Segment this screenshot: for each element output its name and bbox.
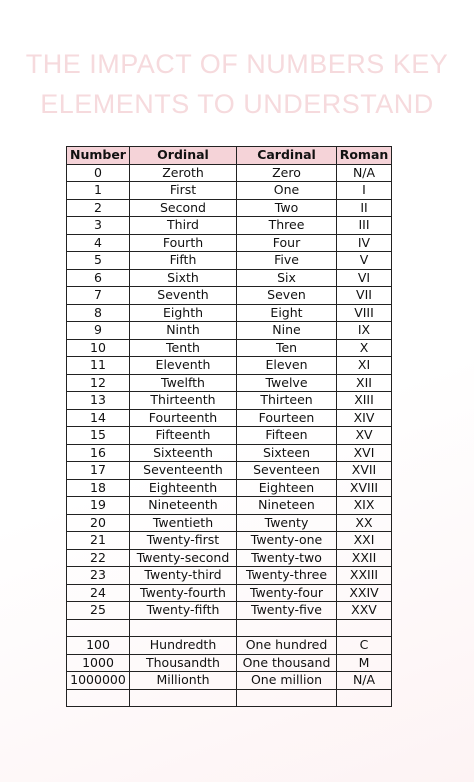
- table-row: [67, 689, 392, 707]
- table-row: [67, 549, 392, 567]
- cell-cardinal: One hundred: [237, 637, 337, 655]
- cell-ordinal: Eighteenth: [130, 479, 237, 497]
- cell-roman: XXIII: [337, 567, 392, 585]
- header-roman: Roman: [337, 147, 392, 165]
- cell-number: 1: [67, 182, 130, 200]
- cell-cardinal: Eight: [237, 304, 337, 322]
- cell-ordinal: Twenty-first: [130, 532, 237, 550]
- cell-roman: VII: [337, 287, 392, 305]
- cell-number: 17: [67, 462, 130, 480]
- table-row: [67, 287, 392, 305]
- title-line-2: ELEMENTS TO UNDERSTAND: [40, 89, 434, 119]
- cell-number: 3: [67, 217, 130, 235]
- cell-ordinal: Twentieth: [130, 514, 237, 532]
- cell-roman: XV: [337, 427, 392, 445]
- cell-cardinal: Fifteen: [237, 427, 337, 445]
- cell-number: 18: [67, 479, 130, 497]
- cell-roman: XII: [337, 374, 392, 392]
- table-row: [67, 584, 392, 602]
- table-row: [67, 497, 392, 515]
- cell-number: [67, 689, 130, 707]
- cell-number: 25: [67, 602, 130, 620]
- header-ordinal: Ordinal: [130, 147, 237, 165]
- cell-number: 16: [67, 444, 130, 462]
- cell-number: [67, 619, 130, 637]
- cell-number: 14: [67, 409, 130, 427]
- cell-ordinal: Sixth: [130, 269, 237, 287]
- cell-ordinal: Twenty-fifth: [130, 602, 237, 620]
- cell-cardinal: Eighteen: [237, 479, 337, 497]
- cell-ordinal: Twelfth: [130, 374, 237, 392]
- cell-roman: N/A: [337, 672, 392, 690]
- table-row: [67, 357, 392, 375]
- table-row: [67, 182, 392, 200]
- cell-number: 7: [67, 287, 130, 305]
- cell-number: 24: [67, 584, 130, 602]
- cell-roman: XIV: [337, 409, 392, 427]
- table-header-row: [67, 147, 392, 165]
- table-row: [67, 654, 392, 672]
- cell-number: 11: [67, 357, 130, 375]
- table-row: [67, 304, 392, 322]
- cell-roman: VI: [337, 269, 392, 287]
- cell-roman: I: [337, 182, 392, 200]
- cell-number: 12: [67, 374, 130, 392]
- cell-roman: [337, 689, 392, 707]
- table-row: [67, 374, 392, 392]
- table-row: [67, 217, 392, 235]
- cell-number: 9: [67, 322, 130, 340]
- cell-cardinal: Seven: [237, 287, 337, 305]
- cell-number: 1000000: [67, 672, 130, 690]
- cell-number: 5: [67, 252, 130, 270]
- cell-cardinal: One: [237, 182, 337, 200]
- cell-roman: XIII: [337, 392, 392, 410]
- table-row: [67, 269, 392, 287]
- cell-cardinal: Twenty-five: [237, 602, 337, 620]
- cell-number: 19: [67, 497, 130, 515]
- cell-ordinal: [130, 619, 237, 637]
- cell-cardinal: Twenty-four: [237, 584, 337, 602]
- header-cardinal: Cardinal: [237, 147, 337, 165]
- table-row: [67, 339, 392, 357]
- cell-roman: [337, 619, 392, 637]
- cell-cardinal: One thousand: [237, 654, 337, 672]
- cell-number: 1000: [67, 654, 130, 672]
- cell-ordinal: Fourteenth: [130, 409, 237, 427]
- cell-ordinal: Fourth: [130, 234, 237, 252]
- cell-roman: III: [337, 217, 392, 235]
- cell-cardinal: [237, 619, 337, 637]
- table-row: [67, 514, 392, 532]
- table-row: [67, 427, 392, 445]
- cell-number: 4: [67, 234, 130, 252]
- table-row: [67, 409, 392, 427]
- cell-roman: IX: [337, 322, 392, 340]
- cell-number: 21: [67, 532, 130, 550]
- cell-cardinal: [237, 689, 337, 707]
- cell-ordinal: Thirteenth: [130, 392, 237, 410]
- cell-ordinal: Zeroth: [130, 164, 237, 182]
- cell-cardinal: Seventeen: [237, 462, 337, 480]
- table-body: [67, 164, 392, 707]
- table-row: [67, 252, 392, 270]
- cell-cardinal: Ten: [237, 339, 337, 357]
- header-number: Number: [67, 147, 130, 165]
- cell-ordinal: Hundredth: [130, 637, 237, 655]
- cell-ordinal: [130, 689, 237, 707]
- cell-ordinal: Twenty-fourth: [130, 584, 237, 602]
- cell-number: 15: [67, 427, 130, 445]
- cell-cardinal: Sixteen: [237, 444, 337, 462]
- cell-roman: IV: [337, 234, 392, 252]
- cell-cardinal: Twenty-two: [237, 549, 337, 567]
- cell-cardinal: Twenty-three: [237, 567, 337, 585]
- cell-number: 13: [67, 392, 130, 410]
- table-row: [67, 567, 392, 585]
- cell-ordinal: Ninth: [130, 322, 237, 340]
- cell-cardinal: Twenty: [237, 514, 337, 532]
- cell-ordinal: Sixteenth: [130, 444, 237, 462]
- table-row: [67, 672, 392, 690]
- cell-ordinal: Nineteenth: [130, 497, 237, 515]
- cell-ordinal: Tenth: [130, 339, 237, 357]
- cell-roman: C: [337, 637, 392, 655]
- cell-cardinal: Six: [237, 269, 337, 287]
- cell-roman: XXIV: [337, 584, 392, 602]
- table-row: [67, 637, 392, 655]
- cell-ordinal: Millionth: [130, 672, 237, 690]
- cell-cardinal: Two: [237, 199, 337, 217]
- title-line-1: THE IMPACT OF NUMBERS KEY: [25, 49, 449, 79]
- cell-number: 23: [67, 567, 130, 585]
- cell-ordinal: First: [130, 182, 237, 200]
- cell-roman: XVI: [337, 444, 392, 462]
- cell-roman: XXII: [337, 549, 392, 567]
- cell-roman: M: [337, 654, 392, 672]
- table-row: [67, 602, 392, 620]
- cell-roman: XVIII: [337, 479, 392, 497]
- table-row: [67, 444, 392, 462]
- table-row: [67, 462, 392, 480]
- cell-number: 8: [67, 304, 130, 322]
- cell-cardinal: Fourteen: [237, 409, 337, 427]
- cell-roman: N/A: [337, 164, 392, 182]
- page-title: [0, 44, 474, 124]
- cell-ordinal: Seventh: [130, 287, 237, 305]
- cell-roman: XX: [337, 514, 392, 532]
- cell-number: 100: [67, 637, 130, 655]
- cell-roman: II: [337, 199, 392, 217]
- cell-ordinal: Twenty-third: [130, 567, 237, 585]
- cell-ordinal: Seventeenth: [130, 462, 237, 480]
- cell-roman: XXV: [337, 602, 392, 620]
- numbers-table: [66, 146, 392, 707]
- cell-roman: XXI: [337, 532, 392, 550]
- cell-ordinal: Fifteenth: [130, 427, 237, 445]
- cell-number: 6: [67, 269, 130, 287]
- table-row: [67, 479, 392, 497]
- cell-ordinal: Thousandth: [130, 654, 237, 672]
- cell-number: 20: [67, 514, 130, 532]
- table-row: [67, 392, 392, 410]
- cell-cardinal: Twenty-one: [237, 532, 337, 550]
- cell-cardinal: Eleven: [237, 357, 337, 375]
- table-row: [67, 234, 392, 252]
- cell-cardinal: Nineteen: [237, 497, 337, 515]
- cell-cardinal: Zero: [237, 164, 337, 182]
- cell-roman: V: [337, 252, 392, 270]
- cell-ordinal: Third: [130, 217, 237, 235]
- cell-cardinal: Three: [237, 217, 337, 235]
- cell-number: 2: [67, 199, 130, 217]
- cell-number: 10: [67, 339, 130, 357]
- cell-ordinal: Fifth: [130, 252, 237, 270]
- table-row: [67, 619, 392, 637]
- cell-cardinal: Four: [237, 234, 337, 252]
- cell-cardinal: One million: [237, 672, 337, 690]
- cell-cardinal: Thirteen: [237, 392, 337, 410]
- cell-cardinal: Twelve: [237, 374, 337, 392]
- cell-number: 0: [67, 164, 130, 182]
- cell-roman: X: [337, 339, 392, 357]
- cell-roman: XIX: [337, 497, 392, 515]
- cell-roman: XI: [337, 357, 392, 375]
- cell-ordinal: Eleventh: [130, 357, 237, 375]
- cell-ordinal: Eighth: [130, 304, 237, 322]
- cell-cardinal: Nine: [237, 322, 337, 340]
- table-row: [67, 322, 392, 340]
- table-row: [67, 164, 392, 182]
- cell-roman: XVII: [337, 462, 392, 480]
- cell-roman: VIII: [337, 304, 392, 322]
- table-row: [67, 199, 392, 217]
- table-row: [67, 532, 392, 550]
- cell-cardinal: Five: [237, 252, 337, 270]
- cell-ordinal: Second: [130, 199, 237, 217]
- cell-ordinal: Twenty-second: [130, 549, 237, 567]
- cell-number: 22: [67, 549, 130, 567]
